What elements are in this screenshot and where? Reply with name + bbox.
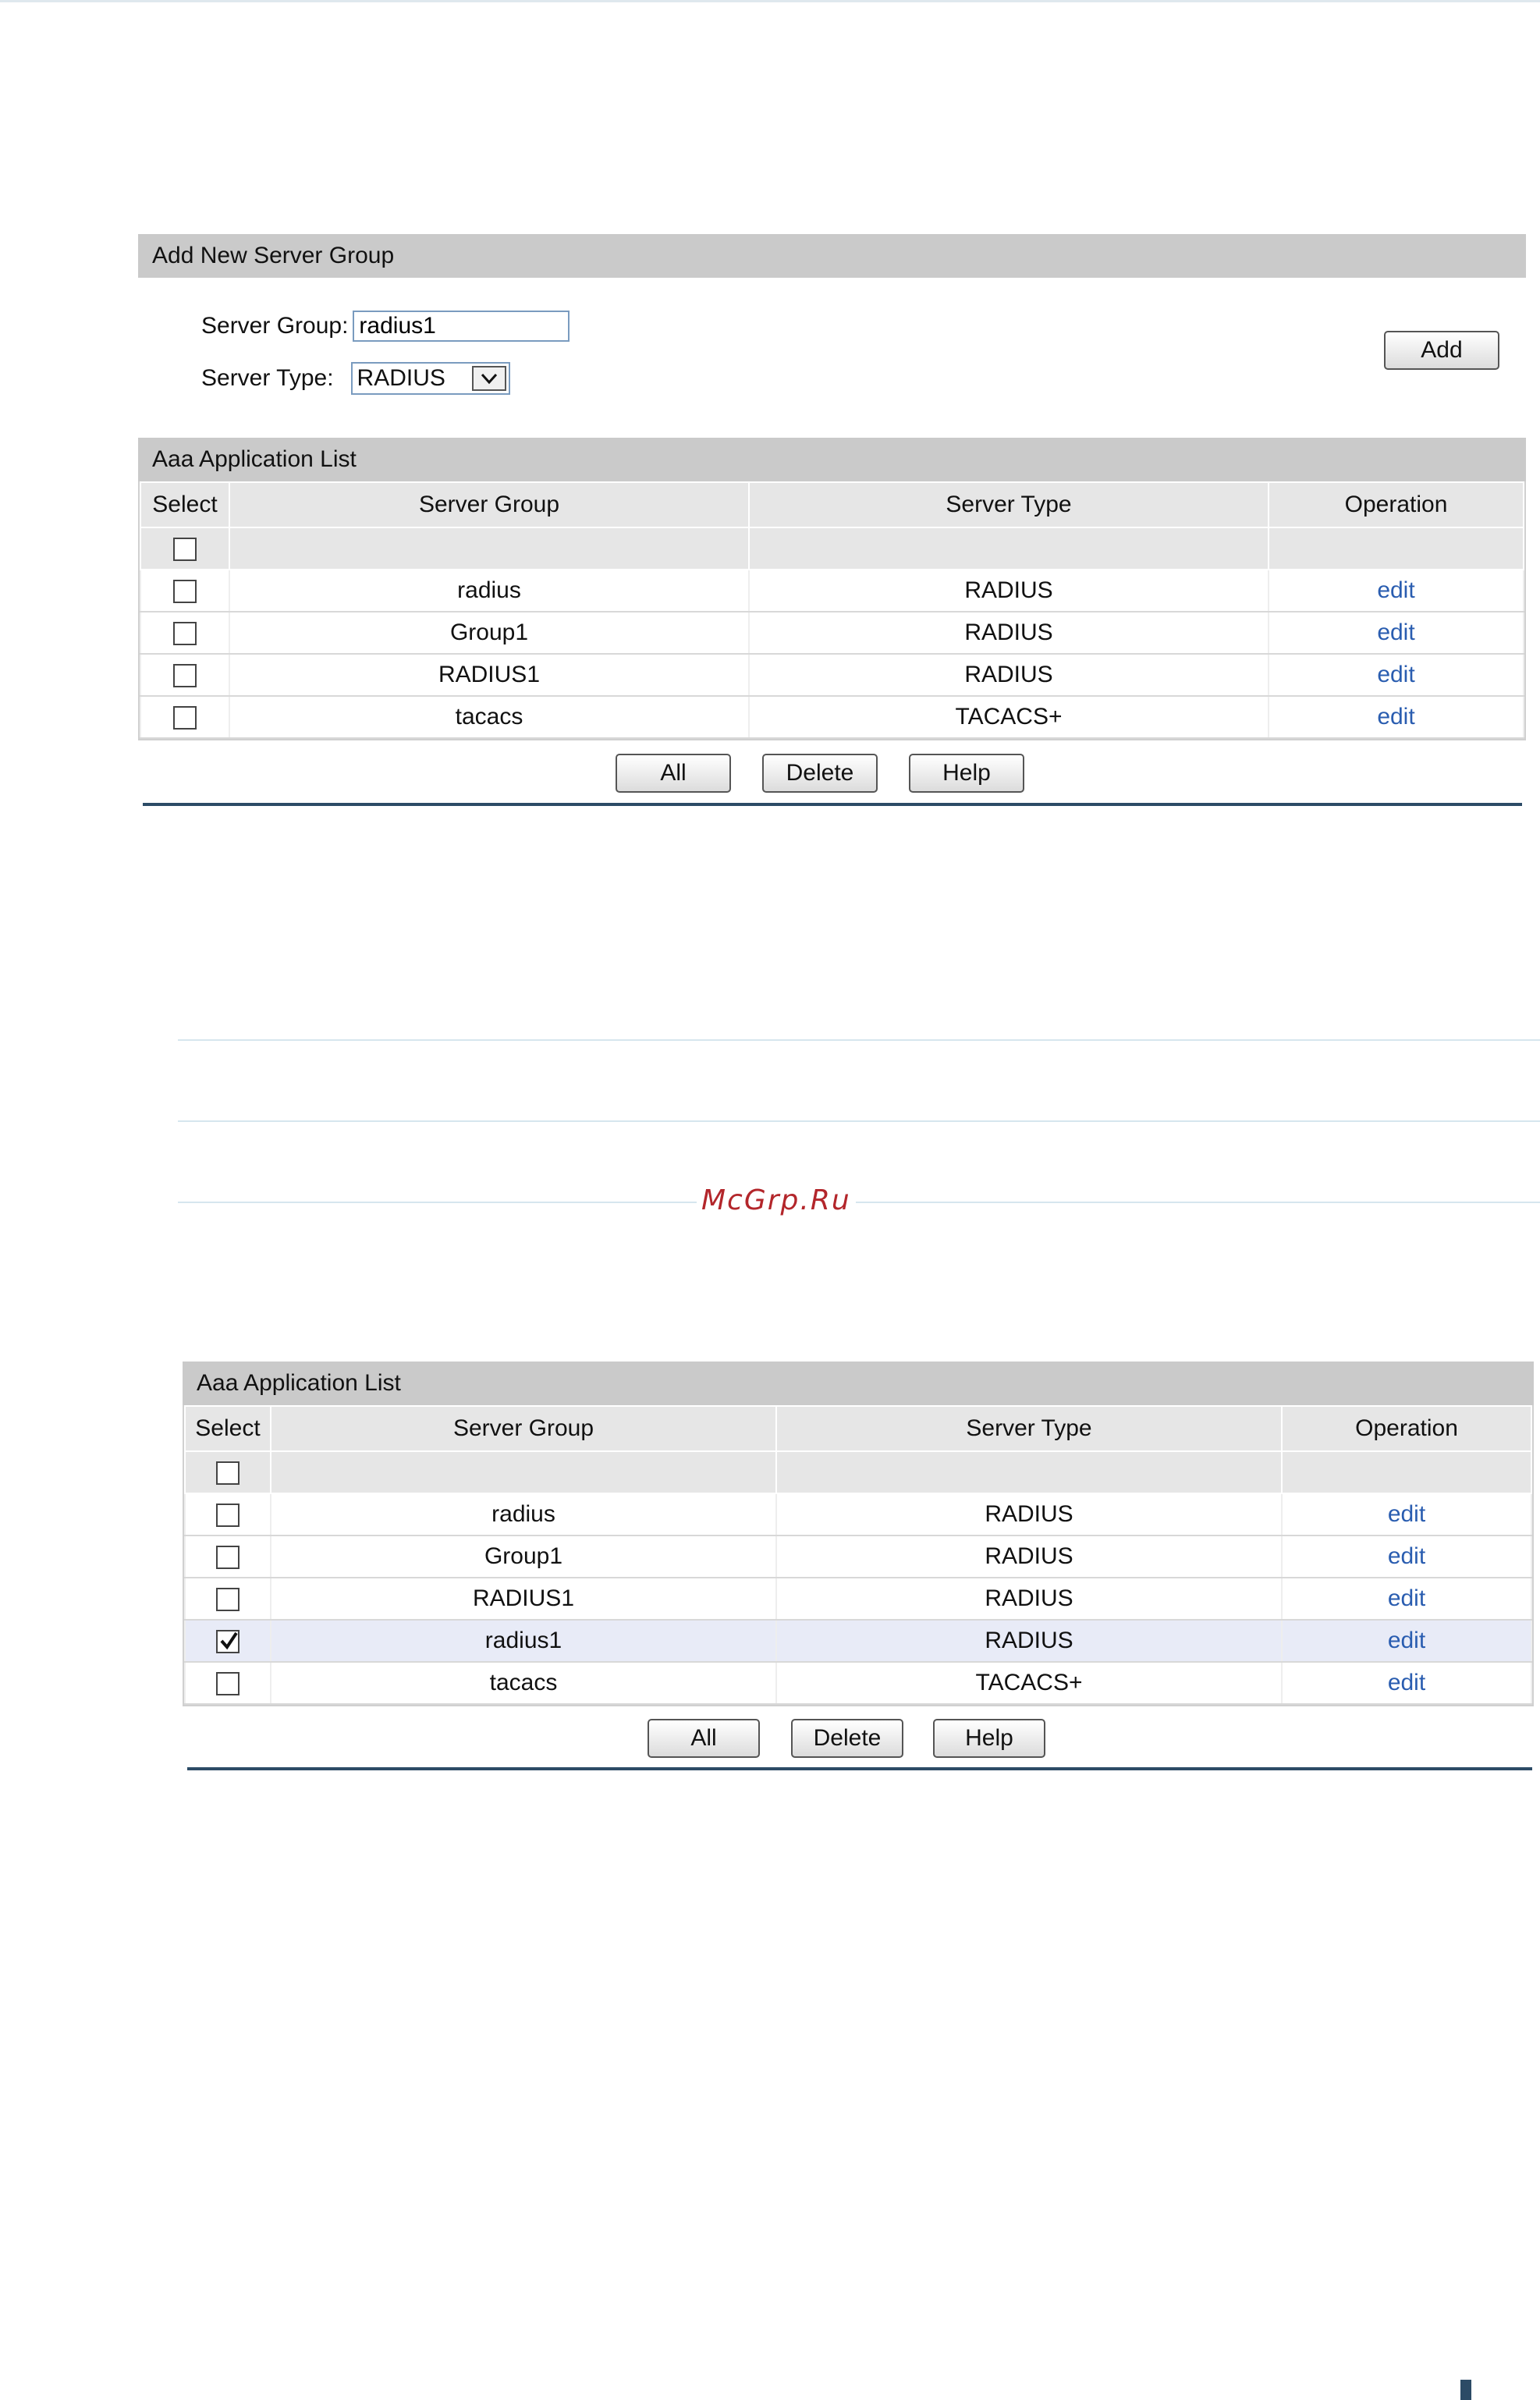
column-header-select: Select	[185, 1406, 271, 1451]
list-button-row	[183, 1706, 1534, 1769]
table-header-row	[140, 482, 1524, 527]
row-checkbox[interactable]	[173, 580, 197, 603]
all-button[interactable]: All	[648, 1719, 760, 1758]
server-type-cell: RADIUS	[776, 1493, 1282, 1536]
operation-cell	[1269, 570, 1524, 612]
row-checkbox[interactable]	[216, 1672, 240, 1695]
select-cell	[140, 612, 229, 654]
aaa-config-panel-after	[183, 1362, 1534, 1770]
server-type-cell: RADIUS	[749, 570, 1269, 612]
table-header-row	[185, 1406, 1531, 1451]
server-type-cell: RADIUS	[749, 612, 1269, 654]
edit-link[interactable]: edit	[1387, 1501, 1426, 1527]
edit-link[interactable]: edit	[1387, 1585, 1426, 1611]
all-button[interactable]: All	[616, 754, 731, 793]
row-checkbox[interactable]	[216, 1546, 240, 1569]
operation-cell	[1269, 654, 1524, 696]
table-row	[140, 570, 1524, 612]
aaa-config-panel-before	[138, 234, 1526, 806]
column-header-server-group: Server Group	[271, 1406, 776, 1451]
edit-link[interactable]: edit	[1377, 704, 1415, 730]
table-row-selected	[185, 1620, 1531, 1662]
help-button[interactable]: Help	[933, 1719, 1045, 1758]
row-checkbox[interactable]	[173, 622, 197, 645]
select-cell	[140, 696, 229, 738]
server-type-cell: RADIUS	[776, 1578, 1282, 1620]
server-type-cell: RADIUS	[749, 654, 1269, 696]
edit-link[interactable]: edit	[1377, 577, 1415, 603]
page-corner-mark	[1460, 2380, 1471, 2400]
server-type-value: RADIUS	[357, 365, 445, 391]
server-group-label: Server Group:	[201, 313, 349, 339]
server-group-input[interactable]	[353, 311, 570, 342]
divider-line	[178, 1120, 1540, 1122]
divider-line	[178, 1039, 1540, 1041]
application-list-table	[184, 1405, 1532, 1705]
application-list-table	[140, 481, 1524, 739]
column-header-operation: Operation	[1269, 482, 1524, 527]
delete-button[interactable]: Delete	[762, 754, 878, 793]
table-row	[140, 612, 1524, 654]
select-all-cell	[185, 1451, 271, 1493]
chevron-down-icon[interactable]	[472, 366, 506, 391]
add-server-group-form	[138, 278, 1526, 438]
select-cell	[140, 654, 229, 696]
server-group-cell: RADIUS1	[229, 654, 749, 696]
help-button[interactable]: Help	[909, 754, 1024, 793]
table-row	[185, 1536, 1531, 1578]
select-cell	[140, 570, 229, 612]
column-header-server-type: Server Type	[749, 482, 1269, 527]
operation-cell	[1282, 1620, 1531, 1662]
delete-button[interactable]: Delete	[791, 1719, 903, 1758]
server-group-cell: Group1	[229, 612, 749, 654]
select-all-row	[140, 527, 1524, 570]
server-group-cell: radius	[271, 1493, 776, 1536]
server-type-cell: TACACS+	[749, 696, 1269, 738]
list-button-row	[138, 740, 1526, 803]
add-button[interactable]: Add	[1384, 331, 1499, 370]
blank-cell	[271, 1451, 776, 1493]
divider-line	[178, 1202, 1540, 1203]
edit-link[interactable]: edit	[1377, 662, 1415, 687]
select-cell	[185, 1493, 271, 1536]
select-all-cell	[140, 527, 229, 570]
blank-cell	[229, 527, 749, 570]
server-group-cell: tacacs	[229, 696, 749, 738]
row-checkbox[interactable]	[216, 1504, 240, 1527]
add-server-group-header: Add New Server Group	[138, 234, 1526, 278]
select-cell	[185, 1620, 271, 1662]
server-type-cell: RADIUS	[776, 1620, 1282, 1662]
select-all-checkbox[interactable]	[216, 1461, 240, 1485]
column-header-operation: Operation	[1282, 1406, 1531, 1451]
blank-cell	[1282, 1451, 1531, 1493]
blank-cell	[1269, 527, 1524, 570]
server-type-cell: TACACS+	[776, 1662, 1282, 1704]
row-checkbox[interactable]	[173, 706, 197, 730]
top-border	[0, 0, 1540, 2]
select-all-row	[185, 1451, 1531, 1493]
server-type-row	[201, 362, 510, 395]
application-list-table-wrap	[183, 1405, 1534, 1706]
application-list-header: Aaa Application List	[183, 1362, 1534, 1405]
operation-cell	[1269, 612, 1524, 654]
server-group-cell: RADIUS1	[271, 1578, 776, 1620]
application-list-header: Aaa Application List	[138, 438, 1526, 481]
blank-cell	[749, 527, 1269, 570]
server-group-cell: radius	[229, 570, 749, 612]
operation-cell	[1282, 1493, 1531, 1536]
row-checkbox-checked[interactable]	[216, 1630, 240, 1653]
select-cell	[185, 1578, 271, 1620]
column-header-select: Select	[140, 482, 229, 527]
application-list-table-wrap	[138, 481, 1526, 740]
server-type-select[interactable]	[351, 362, 510, 395]
row-checkbox[interactable]	[173, 664, 197, 687]
select-cell	[185, 1536, 271, 1578]
table-row	[140, 696, 1524, 738]
server-type-cell: RADIUS	[776, 1536, 1282, 1578]
operation-cell	[1282, 1536, 1531, 1578]
table-row	[185, 1662, 1531, 1704]
table-row	[185, 1493, 1531, 1536]
edit-link[interactable]: edit	[1387, 1670, 1426, 1695]
table-row	[185, 1578, 1531, 1620]
watermark-text: McGrp.Ru	[697, 1184, 856, 1216]
select-cell	[185, 1662, 271, 1704]
checkmark-icon	[218, 1629, 240, 1653]
blank-cell	[776, 1451, 1282, 1493]
server-group-row	[201, 311, 570, 342]
column-header-server-type: Server Type	[776, 1406, 1282, 1451]
edit-link[interactable]: edit	[1377, 620, 1415, 645]
server-group-cell: tacacs	[271, 1662, 776, 1704]
select-all-checkbox[interactable]	[173, 538, 197, 561]
edit-link[interactable]: edit	[1387, 1543, 1426, 1569]
panel-bottom-rule	[143, 803, 1522, 806]
operation-cell	[1282, 1578, 1531, 1620]
server-group-cell: Group1	[271, 1536, 776, 1578]
operation-cell	[1269, 696, 1524, 738]
table-row	[140, 654, 1524, 696]
edit-link[interactable]: edit	[1387, 1628, 1426, 1653]
operation-cell	[1282, 1662, 1531, 1704]
server-type-label: Server Type:	[201, 365, 334, 391]
column-header-server-group: Server Group	[229, 482, 749, 527]
server-group-cell: radius1	[271, 1620, 776, 1662]
row-checkbox[interactable]	[216, 1588, 240, 1611]
